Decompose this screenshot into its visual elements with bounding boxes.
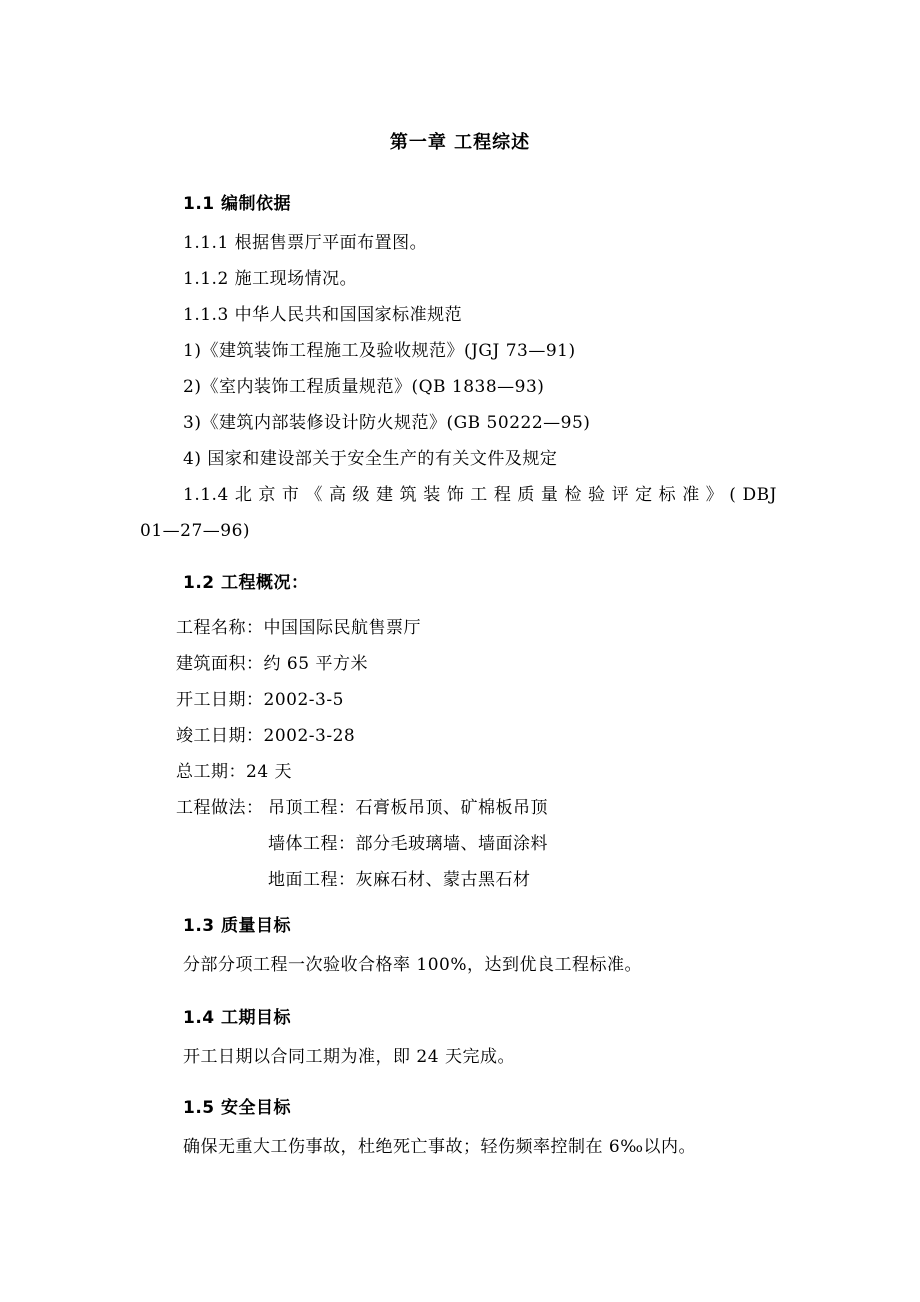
paragraph: 分部分项工程一次验收合格率 100%，达到优良工程标准。 [183,955,643,975]
section-heading-1-1: 1.1 编制依据 [183,194,292,214]
method-item: 吊顶工程：石膏板吊顶、矿棉板吊顶 [268,798,548,818]
section-heading-1-4: 1.4 工期目标 [183,1008,292,1028]
project-name: 工程名称：中国国际民航售票厅 [176,618,421,638]
list-item-continuation: 01—27—96) [140,521,251,541]
list-item: 1.1.1 根据售票厅平面布置图。 [183,233,428,253]
list-item: 1.1.3 中华人民共和国国家标准规范 [183,305,463,325]
list-item: 3)《建筑内部装修设计防火规范》(GB 50222—95) [183,413,591,433]
section-heading-1-3: 1.3 质量目标 [183,916,292,936]
list-item: 1)《建筑装饰工程施工及验收规范》(JGJ 73—91) [183,341,576,361]
chapter-title: 第一章 工程综述 [389,132,531,153]
total-duration: 总工期：24 天 [176,762,293,782]
list-item-justified: 1.1.4 北 京 市 《 高 级 建 筑 装 饰 工 程 质 量 检 验 评 定 标 准 》 ( DBJ [183,485,777,505]
list-item: 1.1.2 施工现场情况。 [183,269,358,289]
start-date: 开工日期：2002-3-5 [176,690,344,710]
paragraph: 开工日期以合同工期为准，即 24 天完成。 [183,1047,515,1067]
method-item: 墙体工程：部分毛玻璃墙、墙面涂料 [268,834,548,854]
list-item: 2)《室内装饰工程质量规范》(QB 1838—93) [183,377,545,397]
section-heading-1-5: 1.5 安全目标 [183,1098,292,1118]
paragraph: 确保无重大工伤事故，杜绝死亡事故；轻伤频率控制在 6‰以内。 [183,1137,697,1157]
section-heading-1-2: 1.2 工程概况： [183,573,309,593]
end-date: 竣工日期：2002-3-28 [176,726,356,746]
method-item: 地面工程：灰麻石材、蒙古黑石材 [268,870,531,890]
list-item: 4) 国家和建设部关于安全生产的有关文件及规定 [183,449,558,469]
project-area: 建筑面积：约 65 平方米 [176,654,368,674]
methods-label: 工程做法： [176,798,264,818]
